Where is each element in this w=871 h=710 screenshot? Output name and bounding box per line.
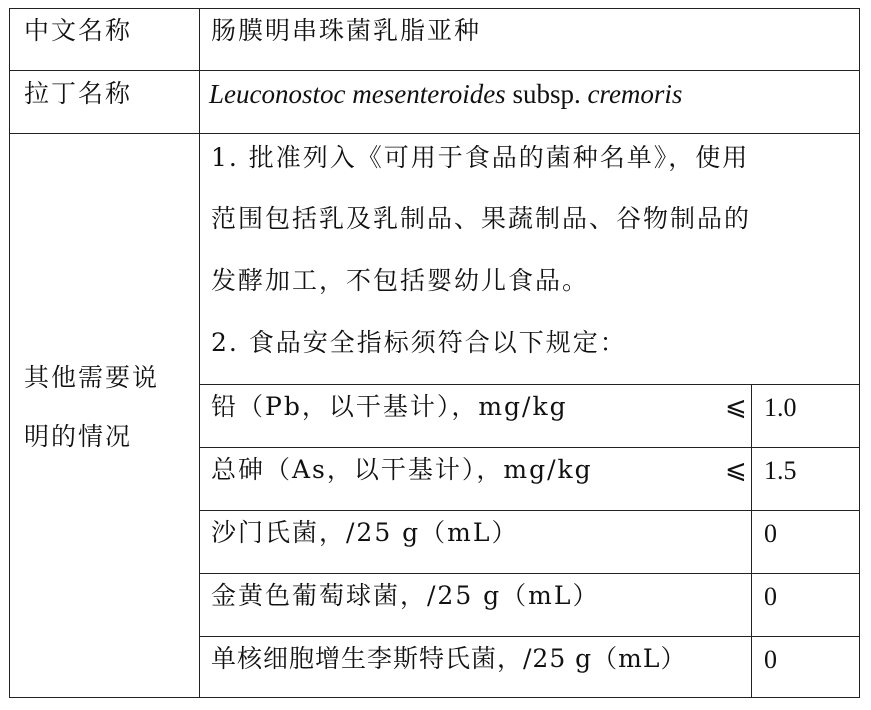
table-border-right xyxy=(859,8,860,698)
indicator-row-divider xyxy=(199,384,860,385)
row-divider xyxy=(9,70,860,71)
chinese-name-label: 中文名称 xyxy=(24,16,133,45)
other-info-label-line2: 明的情况 xyxy=(24,422,133,451)
indicator-row-divider xyxy=(199,636,860,637)
indicator-name-lead: 铅（Pb，以干基计），mg/kg xyxy=(211,392,568,421)
indicator-value: 1.0 xyxy=(764,393,797,422)
indicator-operator: ⩽ xyxy=(725,392,747,421)
row-divider xyxy=(9,133,860,134)
chinese-name-value: 肠膜明串珠菌乳脂亚种 xyxy=(211,16,482,45)
paragraph-line: 发酵加工，不包括婴幼儿食品。 xyxy=(211,266,590,295)
indicator-name-salmonella: 沙门氏菌，/25 g（mL） xyxy=(211,518,519,547)
indicator-value-divider xyxy=(751,384,752,698)
paragraph-line: 2. 食品安全指标须符合以下规定： xyxy=(211,328,627,357)
indicator-row-divider xyxy=(199,573,860,574)
table-border-bottom xyxy=(9,697,860,698)
indicator-value: 1.5 xyxy=(764,456,797,485)
indicator-name-staph: 金黄色葡萄球菌，/25 g（mL） xyxy=(211,581,600,610)
latin-subsp-word: subsp. xyxy=(512,79,581,109)
table-border-left xyxy=(9,8,10,698)
latin-genus-species: Leuconostoc mesenteroides xyxy=(209,79,506,109)
other-info-label-line1: 其他需要说 xyxy=(24,363,160,392)
indicator-value: 0 xyxy=(764,645,777,674)
info-table xyxy=(9,8,860,698)
indicator-name-arsenic: 总砷（As，以干基计），mg/kg xyxy=(211,455,593,484)
indicator-value: 0 xyxy=(764,582,777,611)
paragraph-line: 1. 批准列入《可用于食品的菌种名单》，使用 xyxy=(211,143,750,172)
label-column-divider xyxy=(199,8,200,698)
indicator-row-divider xyxy=(199,447,860,448)
latin-subspecies: cremoris xyxy=(587,79,683,109)
paragraph-line: 范围包括乳及乳制品、果蔬制品、谷物制品的 xyxy=(211,204,752,233)
table-border-top xyxy=(9,8,860,9)
indicator-name-listeria: 单核细胞增生李斯特氏菌，/25 g（mL） xyxy=(211,644,687,673)
indicator-operator: ⩽ xyxy=(725,455,747,484)
latin-name-label: 拉丁名称 xyxy=(24,79,133,108)
indicator-row-divider xyxy=(199,510,860,511)
latin-name-value xyxy=(209,79,682,109)
indicator-value: 0 xyxy=(764,519,777,548)
